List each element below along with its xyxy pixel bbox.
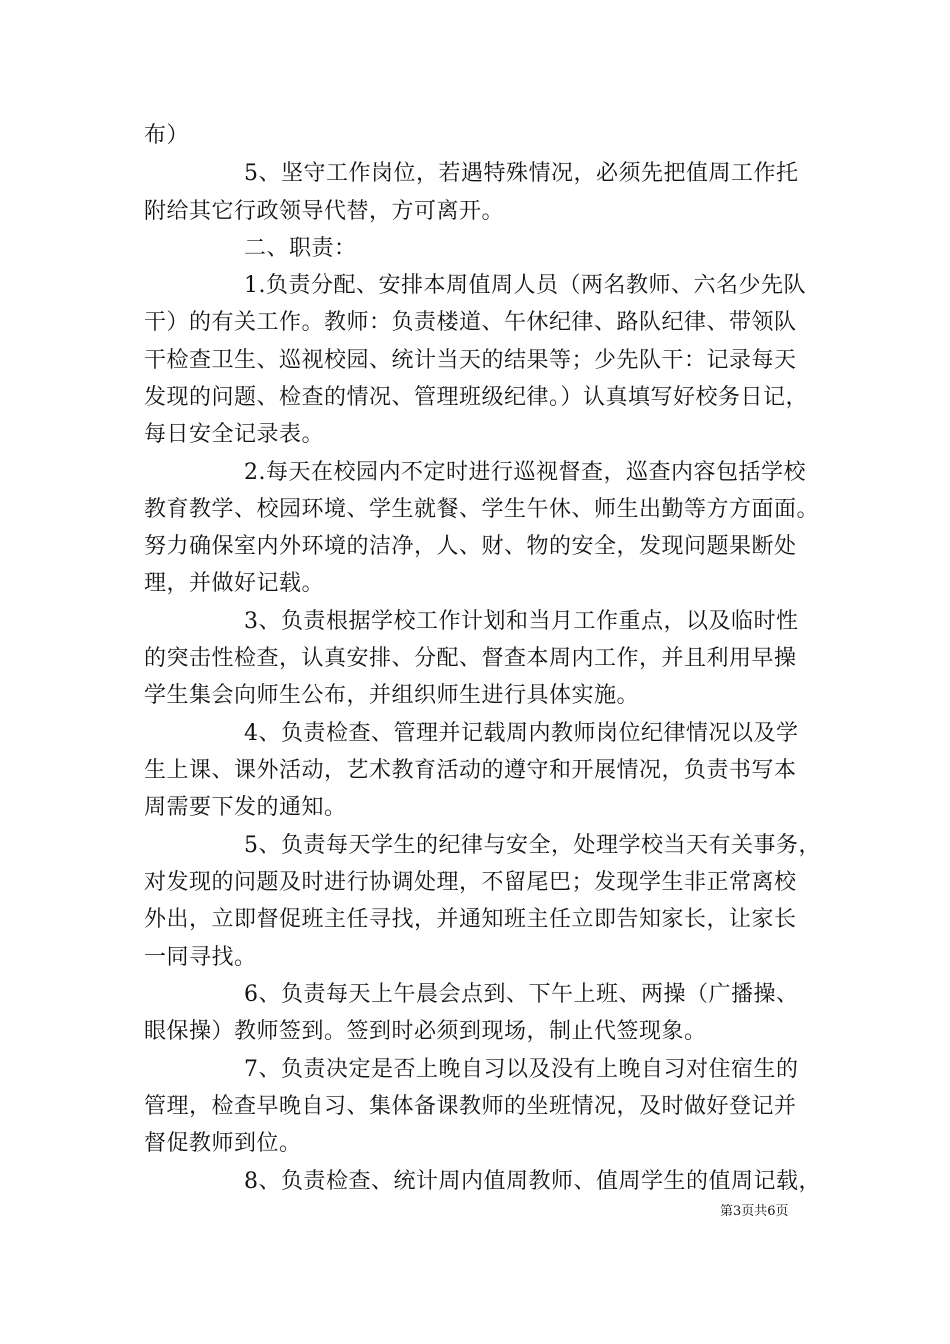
- page-number: 第3页共6页: [720, 1204, 789, 1219]
- text-line: 7、负责决定是否上晚自习以及没有上晚自习对住宿生的: [244, 1057, 799, 1082]
- text-line: 5、负责每天学生的纪律与安全，处理学校当天有关事务，: [244, 833, 821, 858]
- text-line: 学生集会向师生公布，并组织师生进行具体实施。: [144, 683, 640, 708]
- text-line: 教育教学、校园环境、学生就餐、学生午休、师生出勤等方方面面。: [144, 497, 820, 522]
- text-line: 理，并做好记载。: [144, 571, 325, 596]
- text-line: 干检查卫生、巡视校园、统计当天的结果等；少先队干：记录每天: [144, 348, 797, 373]
- section-heading: 二、职责：: [244, 236, 357, 261]
- text-line: 外出，立即督促班主任寻找，并通知班主任立即告知家长，让家长: [144, 907, 797, 932]
- text-line: 努力确保室内外环境的洁净，人、财、物的安全，发现问题果断处: [144, 534, 797, 559]
- text-line: 对发现的问题及时进行协调处理，不留尾巴；发现学生非正常离校: [144, 870, 797, 895]
- text-line: 附给其它行政领导代替，方可离开。: [144, 199, 505, 224]
- text-line: 生上课、课外活动，艺术教育活动的遵守和开展情况，负责书写本: [144, 758, 797, 783]
- text-line: 的突击性检查，认真安排、分配、督查本周内工作，并且利用早操: [144, 646, 797, 671]
- text-line: 3、负责根据学校工作计划和当月工作重点，以及临时性: [244, 609, 799, 634]
- text-line: 布）: [144, 123, 190, 148]
- text-line: 干）的有关工作。教师：负责楼道、午休纪律、路队纪律、带领队: [144, 310, 797, 335]
- text-line: 每日安全记录表。: [144, 422, 325, 447]
- text-line: 眼保操）教师签到。签到时必须到现场，制止代签现象。: [144, 1019, 707, 1044]
- text-line: 5、坚守工作岗位，若遇特殊情况，必须先把值周工作托: [244, 161, 799, 186]
- text-line: 督促教师到位。: [144, 1131, 302, 1156]
- text-line: 一同寻找。: [144, 945, 257, 970]
- text-line: 1.负责分配、安排本周值周人员（两名教师、六名少先队: [244, 273, 806, 298]
- text-line: 发现的问题、检查的情况、管理班级纪律。）认真填写好校务日记，: [144, 385, 809, 410]
- text-line: 周需要下发的通知。: [144, 795, 347, 820]
- text-line: 6、负责每天上午晨会点到、下午上班、两操（广播操、: [244, 982, 799, 1007]
- text-line: 管理，检查早晚自习、集体备课教师的坐班情况，及时做好登记并: [144, 1094, 797, 1119]
- text-line: 4、负责检查、管理并记载周内教师岗位纪律情况以及学: [244, 721, 799, 746]
- text-line: 2.每天在校园内不定时进行巡视督查，巡查内容包括学校: [244, 460, 806, 485]
- text-line: 8、负责检查、统计周内值周教师、值周学生的值周记载，: [244, 1169, 821, 1194]
